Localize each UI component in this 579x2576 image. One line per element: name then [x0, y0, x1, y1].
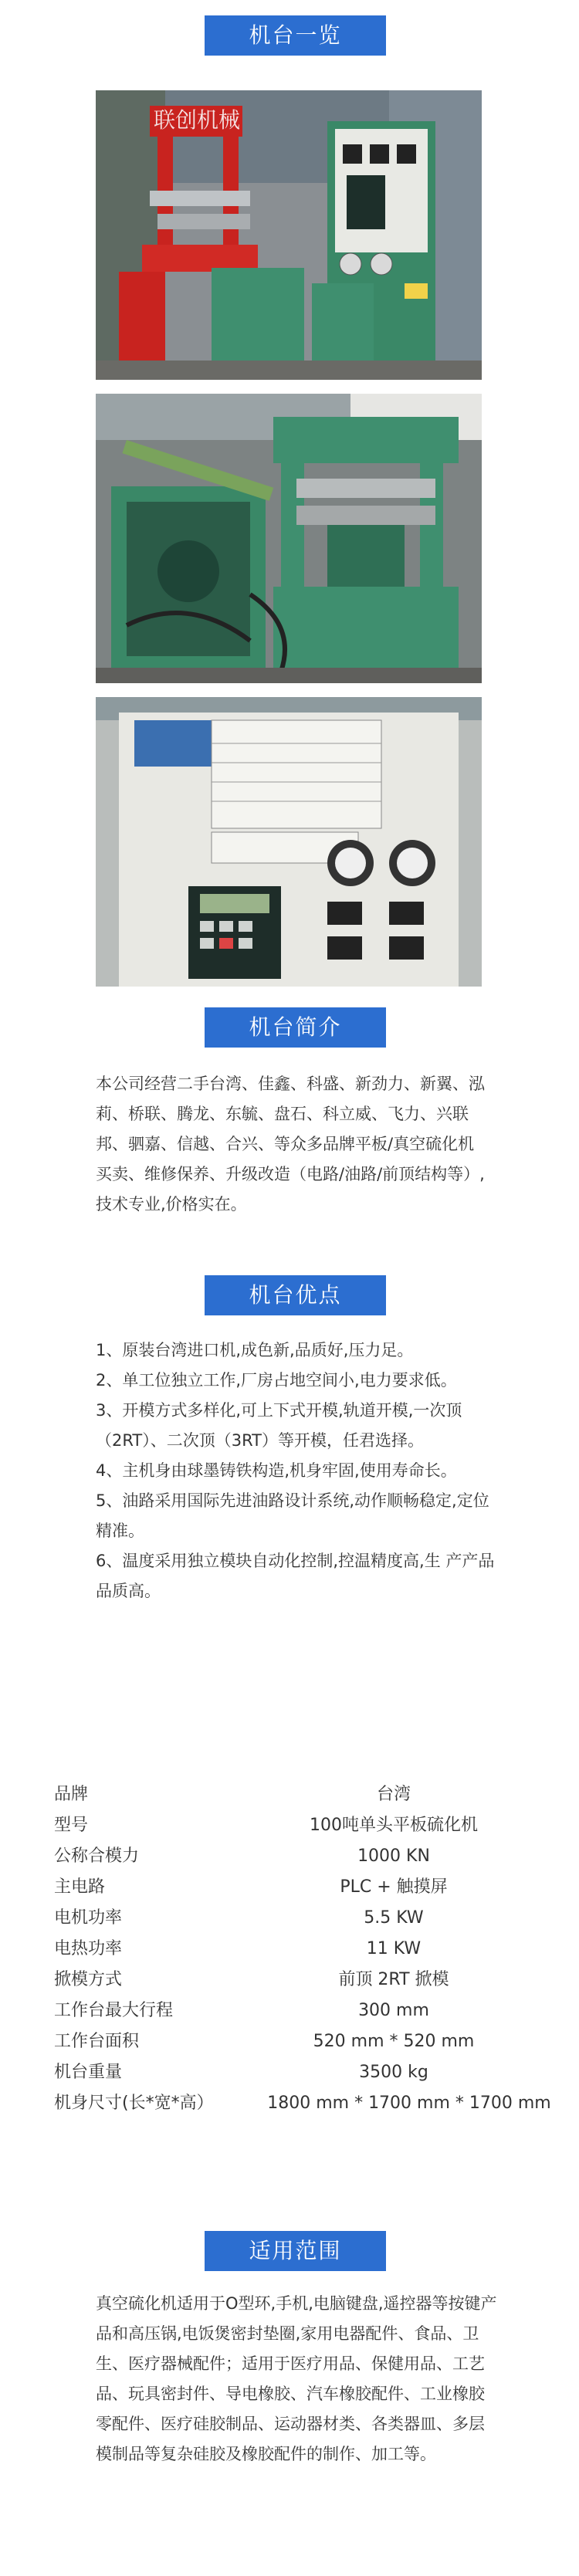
advantage-item: 4、主机身由球墨铸铁构造,机身牢固,使用寿命长。	[96, 1461, 457, 1480]
spec-row	[54, 1872, 579, 1903]
spec-row	[54, 2026, 579, 2057]
spec-value: 100吨单头平板硫化机	[310, 1816, 478, 1835]
spec-row	[54, 1779, 579, 1810]
spec-label: 掀模方式	[54, 1970, 123, 1989]
intro-paragraph	[96, 1069, 486, 1220]
spec-value: PLC + 触摸屏	[340, 1877, 448, 1897]
spec-row	[54, 1810, 579, 1841]
spec-value: 3500 kg	[359, 2063, 428, 2082]
spec-label: 公称合模力	[54, 1847, 140, 1866]
spec-value: 520 mm * 520 mm	[313, 2032, 475, 2051]
spec-value: 1800 mm * 1700 mm * 1700 mm	[267, 2094, 551, 2113]
advantage-item: 3、开模方式多样化,可上下式开模,轨道开模,一次顶（2RT）、二次顶（3RT）等开模，任君选择。	[96, 1401, 462, 1450]
scope-paragraph	[96, 2289, 497, 2469]
spec-label: 工作台最大行程	[54, 2001, 174, 2020]
spec-label: 电热功率	[54, 1939, 123, 1958]
photo-sign-text: 联创机械	[154, 107, 241, 133]
spec-row	[54, 2057, 579, 2088]
machine-photo-control-panel	[96, 697, 482, 987]
section-title-advantages: 机台优点	[205, 1275, 386, 1315]
spec-value: 300 mm	[358, 2001, 429, 2020]
spec-row	[54, 1995, 579, 2026]
intro-text: 本公司经营二手台湾、佳鑫、科盛、新劲力、新翼、泓莉、桥联、腾龙、东毓、盘石、科立威、飞力、兴联邦、驷嘉、信越、合兴、等众多品牌平板/真空硫化机买卖、维修保养、升级改造（电路/油路/前顶结构等）,技术专业,价格实在。	[96, 1075, 485, 1214]
spec-value: 1000 KN	[357, 1847, 430, 1866]
spec-row	[54, 1934, 579, 1965]
spec-value: 台湾	[376, 1785, 411, 1804]
spec-value: 前顶 2RT 掀模	[338, 1970, 449, 1989]
spec-label: 型号	[54, 1816, 89, 1835]
spec-label: 机台重量	[54, 2063, 123, 2082]
advantage-item: 5、油路采用国际先进油路设计系统,动作顺畅稳定,定位精准。	[96, 1491, 489, 1540]
spec-value: 11 KW	[366, 1939, 422, 1958]
spec-row	[54, 1965, 579, 1995]
advantage-item: 6、温度采用独立模块自动化控制,控温精度高,生 产产品品质高。	[96, 1552, 495, 1600]
spec-row	[54, 1903, 579, 1934]
section-title-intro: 机台简介	[205, 1007, 386, 1048]
spec-label: 机身尺寸(长*宽*高）	[54, 2094, 214, 2113]
spec-row	[54, 1841, 579, 1872]
advantage-item: 2、单工位独立工作,厂房占地空间小,电力要求低。	[96, 1371, 457, 1390]
machine-photo-front	[96, 90, 482, 380]
machine-photo-side	[96, 394, 482, 683]
spec-label: 工作台面积	[54, 2032, 140, 2051]
section-title-scope: 适用范围	[205, 2231, 386, 2271]
section-title-overview: 机台一览	[205, 15, 386, 56]
spec-label: 电机功率	[54, 1908, 123, 1928]
spec-label: 主电路	[54, 1877, 106, 1897]
advantage-item: 1、原装台湾进口机,成色新,品质好,压力足。	[96, 1341, 414, 1359]
spec-label: 品牌	[54, 1785, 89, 1804]
spec-value: 5.5 KW	[364, 1908, 424, 1928]
advantages-list	[96, 1335, 497, 1606]
spec-row	[54, 2088, 579, 2119]
scope-text: 真空硫化机适用于O型环,手机,电脑键盘,遥控器等按键产品和高压锅,电饭煲密封垫圈,家用电器配件、食品、卫生、医疗器械配件；适用于医疗用品、保健用品、工艺品、玩具密封件、导电橡胶、汽车橡胶配件、工业橡胶零配件、医疗硅胶制品、运动器材类、各类器皿、多层模制品等复杂硅胶及橡胶配件的制作、加工等。	[96, 2294, 497, 2463]
